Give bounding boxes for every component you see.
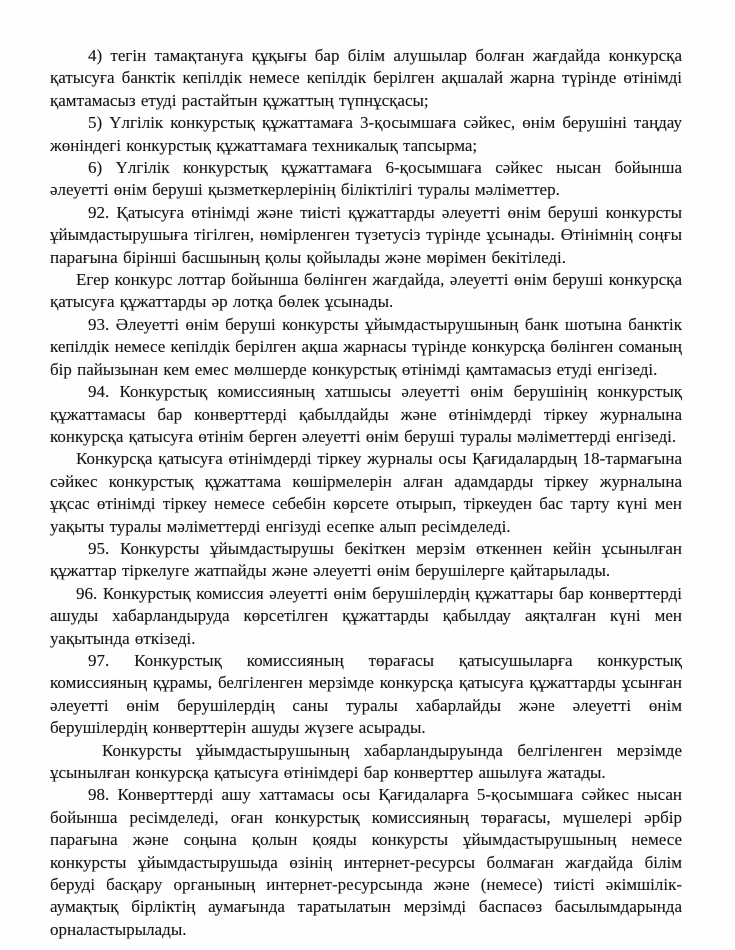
paragraph: 92. Қатысуға өтінімді және тиісті құжаттарды әлеуетті өнім беруші конкурсты ұйымдастырушыға тігілген, нөмірленген түзетусіз түрінде ұсынады. Өтінімнің соңғы парағына бірінші басшының қолы қойылады және мөрімен бекітіледі. [50,202,682,267]
paragraph: 95. Конкурсты ұйымдастырушы бекіткен мерзім өткеннен кейін ұсынылған құжаттар тіркелуге жатпайды және әлеуетті өнім берушілерге қайтарылады. [50,538,682,581]
paragraph: Егер конкурс лоттар бойынша бөлінген жағдайда, әлеуетті өнім беруші конкурсқа қатысуға құжаттарды әр лотқа бөлек ұсынады. [50,270,682,312]
paragraph: Конкурсты ұйымдастырушының хабарландыруында белгіленген мерзімде ұсынылған конкурсқа қатысуға өтінімдері бар конверттер ашылуға жатады. [50,740,682,782]
paragraph: 6) Үлгілік конкурстық құжаттамаға 6-қосымшаға сәйкес нысан бойынша әлеуетті өнім беруші қызметкерлерінің біліктілігі туралы мәліметтер. [50,158,682,200]
paragraph: 94. Конкурстық комиссияның хатшысы әлеуетті өнім берушінің конкурстық құжаттамасы бар конверттерді қабылдайды және өтінімдерді тіркеу журналына конкурсқа қатысуға өтінім берген әлеуетті өнім беруші туралы мәліметтерді енгізеді. [50,382,682,446]
paragraph: 4) тегін тамақтануға құқығы бар білім алушылар болған жағдайда конкурсқа қатысуға банктік кепілдік немесе кепілдік берілген ақшалай жарна түрінде өтінімді қамтамасыз етуді растайтын құжаттың түпнұсқасы; [50,46,682,110]
paragraph: 96. Конкурстық комиссия әлеуетті өнім берушілердің құжаттары бар конверттерді ашуды хабарландыруда көрсетілген құжаттарды қабылдау аяқталған күні мен уақытында өткізеді. [50,583,682,648]
paragraph: 5) Үлгілік конкурстық құжаттамаға 3-қосымшаға сәйкес, өнім берушіні таңдау жөніндегі конкурстық құжаттамаға техникалық тапсырма; [50,113,682,155]
paragraph: 93. Әлеуетті өнім беруші конкурсты ұйымдастырушының банк шотына банктік кепілдік немесе кепілдік берілген ақша жарнасы түрінде конкурсқа бөлінген соманың бір пайызынан кем емес мөлшерде конкурстық өтінімді қамтамасыз етуді енгізеді. [50,314,682,379]
paragraph: 97. Конкурстық комиссияның төрағасы қатысушыларға конкурстық комиссияның құрамы, белгіленген мерзімде конкурсқа қатысуға құжаттарды ұсынған әлеуетті өнім берушілердің саны туралы хабарлайды және әлеуетті өнім берушілердің конверттерін ашуды жүзеге асырады. [50,650,682,738]
paragraph: 98. Конверттерді ашу хаттамасы осы Қағидаларға 5-қосымшаға сәйкес нысан бойынша ресімделеді, оған конкурстық комиссияның төрағасы, мүшелері әрбір парағына және соңына қолын қояды конкурсты ұйымдастырушының немесе конкурсты ұйымдастырушыда өзінің интернет-ресурсы болмаған жағдайда білім беруді басқару органының интернет-ресурсында және (немесе) тиісті әкімшілік-аумақтық бірліктің аумағында таратылатын мерзімді баспасөз басылымдарында орналастырылады. [50,785,682,939]
paragraph: Конкурсқа қатысуға өтінімдерді тіркеу журналы осы Қағидалардың 18-тармағына сәйкес конкурстық құжаттама көшірмелерін алған адамдарды тіркеу журналына ұқсас өтінімді тіркеу немесе себебін көрсете отырып, тіркеуден бас тарту күні мен уақыты туралы мәліметтерді енгізуді есепке алып ресімделеді. [50,449,682,536]
